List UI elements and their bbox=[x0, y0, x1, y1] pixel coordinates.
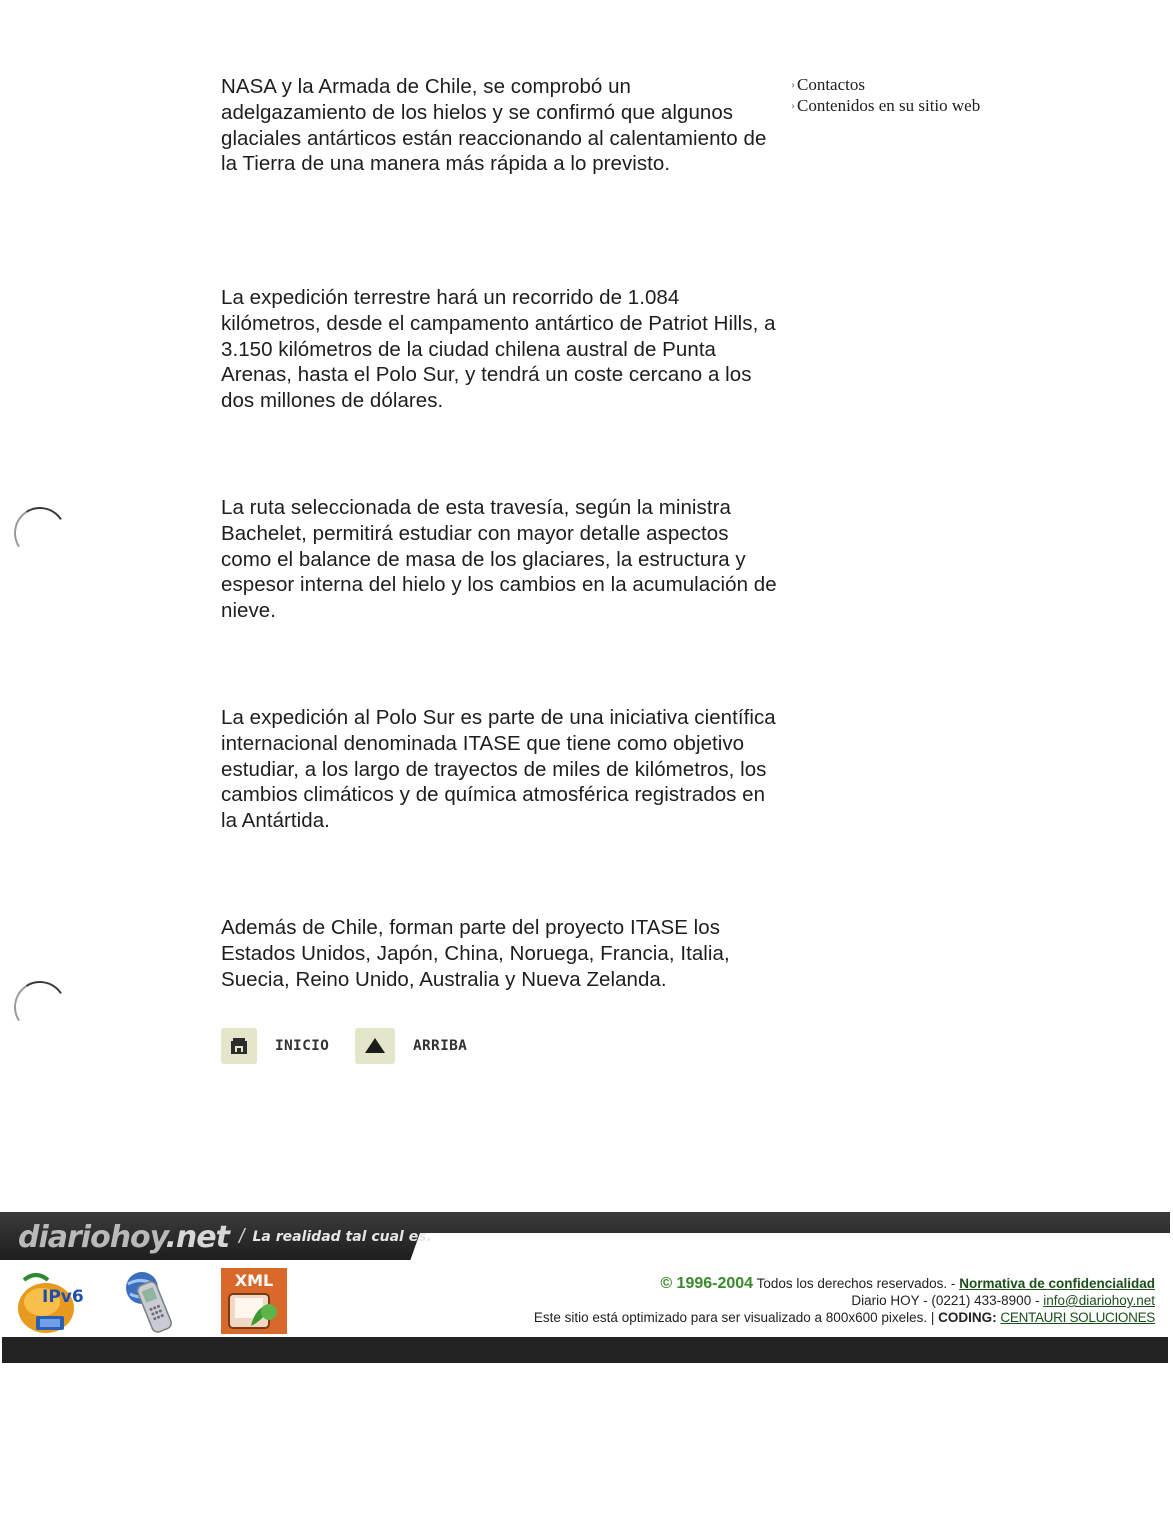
footer-band-notch bbox=[410, 1233, 1170, 1261]
footer-line-contact bbox=[534, 1292, 1155, 1309]
sidebar-link-contenidos[interactable] bbox=[791, 95, 980, 116]
contact-text: Diario HOY - (0221) 433-8900 - bbox=[851, 1293, 1040, 1308]
email-link[interactable]: info@diariohoy.net bbox=[1043, 1293, 1155, 1308]
article-paragraph: La expedición al Polo Sur es parte de una iniciativa científica internacional denominada ITASE que tiene como objetivo estudiar, a los largo de trayectos de miles de kilómetros, los cambios climáticos y de química atmosférica registrados en la Antártida. bbox=[221, 706, 776, 833]
rights-text: Todos los derechos reservados. - bbox=[756, 1276, 956, 1291]
article-paragraph: NASA y la Armada de Chile, se comprobó un adelgazamiento de los hielos y se confirmó que algunos glaciales antárticos están reaccionando al calentamiento de la Tierra de una manera más rápida a lo previsto. bbox=[221, 75, 767, 176]
xml-feed-icon[interactable] bbox=[221, 1268, 287, 1334]
svg-text:XML: XML bbox=[234, 1271, 274, 1290]
arrow-up-icon bbox=[355, 1028, 395, 1064]
punch-hole-decoration bbox=[9, 976, 71, 1038]
article-paragraph: Además de Chile, forman parte del proyecto ITASE los Estados Unidos, Japón, China, Noruega, Francia, Italia, Suecia, Reino Unido, Australia y Nueva Zelanda. bbox=[221, 916, 730, 991]
footer-line-copyright bbox=[534, 1275, 1155, 1292]
site-logo[interactable]: diariohoy.net bbox=[18, 1219, 229, 1255]
site-tagline: La realidad tal cual es. bbox=[252, 1229, 432, 1245]
brand-separator: / bbox=[238, 1225, 245, 1248]
mobile-phone-icon[interactable] bbox=[120, 1268, 184, 1336]
svg-text:IPv6: IPv6 bbox=[42, 1287, 84, 1307]
footer-bottom-bar bbox=[2, 1337, 1168, 1363]
optimized-text: Este sitio está optimizado para ser visualizado a 800x600 pixeles. | bbox=[533, 1310, 935, 1325]
back-to-top-label: ARRIBA bbox=[413, 1038, 468, 1054]
home-button[interactable] bbox=[221, 1028, 329, 1064]
footer-line-optimized bbox=[534, 1309, 1155, 1326]
sidebar-link-label: Contactos bbox=[797, 75, 865, 94]
sidebar-link-label: Contenidos en su sitio web bbox=[797, 96, 981, 115]
footer-brand bbox=[18, 1215, 432, 1259]
article-paragraph: La ruta seleccionada de esta travesía, según la ministra Bachelet, permitirá estudiar con mayor detalle aspectos como el balance de masa de los glaciares, la estructura y espesor interna del hielo y los cambios en la acumulación de nieve. bbox=[221, 496, 777, 623]
back-to-top-button[interactable] bbox=[355, 1028, 467, 1064]
chevron-right-icon: › bbox=[791, 98, 795, 112]
copyright-years: © 1996-2004 bbox=[660, 1275, 754, 1292]
coding-label: CODING: bbox=[938, 1310, 997, 1325]
punch-hole-decoration bbox=[9, 502, 71, 564]
privacy-policy-link[interactable]: Normativa de confidencialidad bbox=[959, 1276, 1155, 1291]
article-paragraph: La expedición terrestre hará un recorrido de 1.084 kilómetros, desde el campamento antártico de Patriot Hills, a 3.150 kilómetros de la ciudad chilena austral de Punta Arenas, hasta el Polo Sur, y tendrá un coste cercano a los dos millones de dólares. bbox=[221, 286, 776, 413]
footer-legal bbox=[534, 1275, 1155, 1326]
ipv6-badge-icon[interactable] bbox=[16, 1268, 90, 1336]
home-button-label: INICIO bbox=[275, 1038, 330, 1054]
sidebar-link-contactos[interactable] bbox=[791, 74, 980, 95]
chevron-right-icon: › bbox=[791, 77, 795, 91]
coding-credit-link[interactable]: CENTAURI SOLUCIONES bbox=[1000, 1310, 1155, 1325]
sidebar-links bbox=[791, 74, 980, 116]
home-icon bbox=[221, 1028, 257, 1064]
